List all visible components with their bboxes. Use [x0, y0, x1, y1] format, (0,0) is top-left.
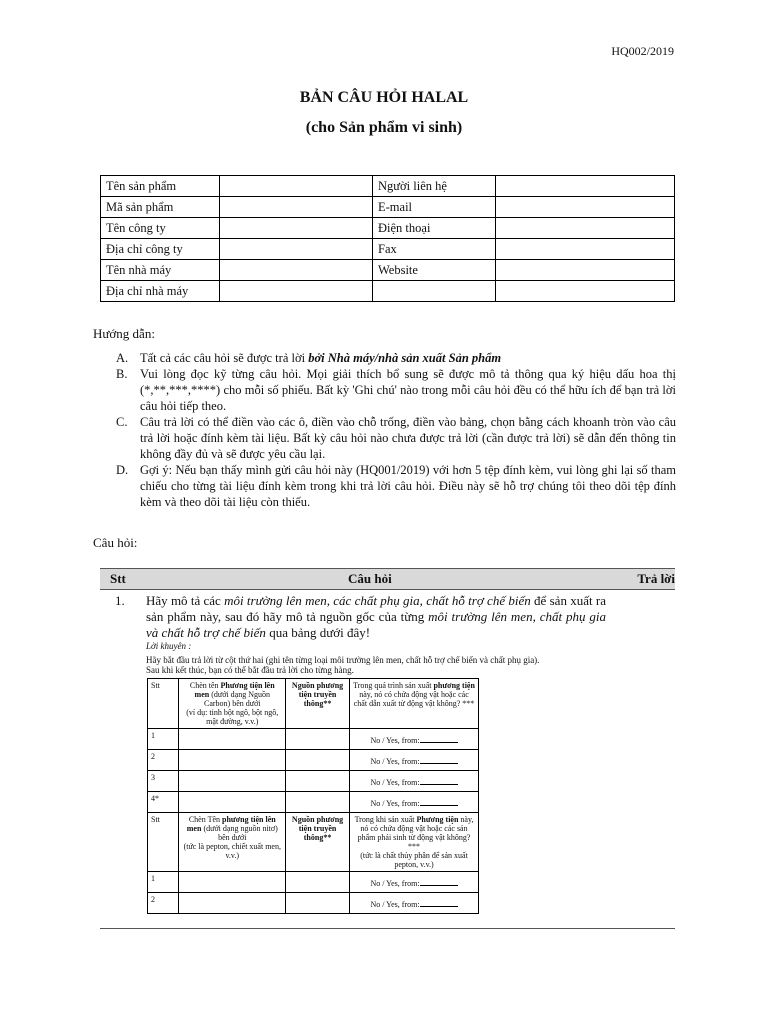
field-label: E-mail [373, 197, 496, 218]
column-header-question: Câu hỏi [348, 571, 392, 586]
guide-list [116, 350, 676, 510]
info-row [101, 197, 675, 218]
row-number: 4* [148, 792, 179, 813]
field-value[interactable] [496, 218, 675, 239]
header-text: này, nó có chứa động vật hoặc các chất dẫn xuất từ động vật không? *** [353, 690, 475, 708]
answer-cell[interactable] [350, 771, 479, 792]
guide-heading: Hướng dẫn: [93, 326, 155, 341]
name-cell[interactable] [179, 893, 286, 914]
sub-table-row [148, 893, 479, 914]
field-label: Tên nhà máy [101, 260, 220, 281]
answer-cell[interactable] [350, 872, 479, 893]
source-cell[interactable] [286, 792, 350, 813]
guide-text: Vui lòng đọc kỹ từng câu hỏi. Mọi giải thích bổ sung sẽ được mô tả thông qua ký hiệu dấu hoa thị (*,**,***,****) cho mỗi số phiếu. Bất kỳ 'Ghi chú' nào trong mỗi câu hỏi đều có thể hữu ích để bạn trả lời câu hỏi tiếp theo. [140, 367, 676, 413]
guide-item [116, 414, 676, 462]
source-cell[interactable] [286, 750, 350, 771]
field-value[interactable] [220, 218, 373, 239]
sub-header-process [350, 679, 479, 729]
guide-letter: B. [116, 367, 128, 381]
question-text-part: qua bảng dưới đây! [265, 625, 371, 640]
header-text: Chèn tên [189, 681, 221, 690]
source-cell[interactable] [286, 872, 350, 893]
header-bold: phương tiện lên men [186, 815, 276, 833]
field-label: Tên sản phẩm [101, 176, 220, 197]
source-cell[interactable] [286, 771, 350, 792]
name-cell[interactable] [179, 872, 286, 893]
sub-table-row [148, 729, 479, 750]
answer-cell[interactable] [350, 792, 479, 813]
question-text-part: Hãy mô tả các [146, 593, 225, 608]
sub-header-process [350, 813, 479, 872]
question-table-header [100, 568, 675, 590]
info-row [101, 281, 675, 302]
guide-item [116, 366, 676, 414]
guide-letter: D. [116, 463, 129, 477]
info-row [101, 176, 675, 197]
sub-header-name [179, 813, 286, 872]
row-number: 1 [148, 729, 179, 750]
sub-header-stt: Stt [148, 813, 179, 872]
field-label: Tên công ty [101, 218, 220, 239]
field-value[interactable] [220, 239, 373, 260]
guide-text: Tất cả các câu hỏi sẽ được trả lời [140, 351, 309, 365]
questions-heading: Câu hỏi: [93, 535, 138, 550]
info-row [101, 239, 675, 260]
table-bottom-border [100, 928, 675, 929]
question-text-italic: môi trường lên men, chất phụ gia và chất hỗ trợ chế biến [146, 609, 606, 640]
answer-blank[interactable] [420, 755, 458, 764]
sub-header-name [179, 679, 286, 729]
guide-item [116, 350, 676, 366]
header-text: (tức là chất thủy phân để sản xuất pepton, v.v.) [360, 851, 468, 869]
sub-header-source [286, 813, 350, 872]
answer-blank[interactable] [420, 898, 458, 907]
info-row [101, 218, 675, 239]
field-value[interactable] [496, 239, 675, 260]
header-bold: Nguồn phương tiện truyền thông** [291, 815, 344, 842]
field-value[interactable] [220, 260, 373, 281]
question-text [146, 593, 606, 641]
source-cell[interactable] [286, 893, 350, 914]
answer-cell[interactable] [350, 729, 479, 750]
row-number: 1 [148, 872, 179, 893]
sub-header-source [286, 679, 350, 729]
hint-text [146, 655, 616, 675]
name-cell[interactable] [179, 729, 286, 750]
header-text: Trong quá trình sản xuất [353, 681, 434, 690]
answer-text: No / Yes, from: [370, 878, 420, 888]
header-text: (dưới dạng nguồn nitơ) bên dưới [201, 824, 278, 842]
field-value[interactable] [220, 281, 373, 302]
answer-text: No / Yes, from: [370, 798, 420, 808]
guide-text: Gợi ý: Nếu bạn thấy mình gửi câu hỏi này (HQ001/2019) với hơn 5 tệp đính kèm, vui lòng ghi lại số tham chiếu cho từng tài liệu đính kèm trong khi trả lời câu hỏi. Điều này sẽ hỗ trợ chúng tôi theo dõi tệp đính kèm và theo dõi tài liệu còn thiếu. [140, 463, 676, 509]
info-row [101, 260, 675, 281]
question-text-italic: môi trường lên men, các chất phụ gia, chất hỗ trợ chế biến [224, 593, 531, 608]
sub-header-stt: Stt [148, 679, 179, 729]
sub-table-header [148, 813, 479, 872]
field-value[interactable] [496, 176, 675, 197]
field-label: Địa chỉ nhà máy [101, 281, 220, 302]
guide-text: Câu trả lời có thể điền vào các ô, điền vào chỗ trống, điền vào bảng, chọn bằng cách khoanh tròn vào câu trả lời hoặc đính kèm tài liệu. Bất kỳ câu hỏi nào chưa được trả lời (cần được trả lời) sẽ dẫn đến thông tin không đầy đủ và sẽ được yêu cầu lại. [140, 415, 676, 461]
guide-letter: C. [116, 415, 128, 429]
contact-info-table [100, 175, 675, 302]
field-value[interactable] [220, 176, 373, 197]
row-number: 3 [148, 771, 179, 792]
answer-blank[interactable] [420, 776, 458, 785]
document-subtitle: (cho Sản phẩm vi sinh) [305, 119, 463, 136]
sub-table-row [148, 872, 479, 893]
guide-emphasis: bởi Nhà máy/nhà sản xuất Sản phẩm [308, 351, 502, 365]
field-label: Fax [373, 239, 496, 260]
document-id: HQ002/2019 [611, 44, 674, 58]
answer-text: No / Yes, from: [370, 777, 420, 787]
field-label: Người liên hệ [373, 176, 496, 197]
guide-letter: A. [116, 351, 129, 365]
sub-table-row [148, 771, 479, 792]
name-cell[interactable] [179, 771, 286, 792]
header-bold: Phương tiện [416, 815, 459, 824]
hint-label: Lời khuyên : [146, 641, 192, 651]
name-cell[interactable] [179, 750, 286, 771]
field-label: Mã sản phẩm [101, 197, 220, 218]
answer-cell[interactable] [350, 750, 479, 771]
column-header-stt: Stt [110, 571, 126, 586]
question-number: 1. [115, 593, 125, 608]
field-label: Website [373, 260, 496, 281]
answer-text: No / Yes, from: [370, 756, 420, 766]
field-value[interactable] [220, 197, 373, 218]
field-value[interactable] [496, 281, 675, 302]
sub-table-header [148, 679, 479, 729]
sub-table-row [148, 792, 479, 813]
header-text: (dưới dạng Nguồn Carbon) bên dưới [203, 690, 270, 708]
header-text: Trong khi sản xuất [354, 815, 417, 824]
header-text: Chèn Tên [188, 815, 223, 824]
header-bold: Phương tiện lên men [194, 681, 275, 699]
header-text: này, nó có chứa động vật hoặc các sản phẩm phái sinh từ động vật không? *** [357, 815, 474, 851]
answer-blank[interactable] [420, 877, 458, 886]
header-bold: Nguồn phương tiện truyền thông** [291, 681, 344, 708]
source-cell[interactable] [286, 729, 350, 750]
field-value[interactable] [496, 197, 675, 218]
answer-cell[interactable] [350, 893, 479, 914]
guide-item [116, 462, 676, 510]
hint-line: Sau khi kết thúc, bạn có thể bắt đầu trả lời cho từng hàng. [146, 665, 354, 675]
answer-blank[interactable] [420, 797, 458, 806]
document-title: BẢN CÂU HỎI HALAL [299, 89, 469, 106]
field-value[interactable] [496, 260, 675, 281]
header-bold: phương tiện [433, 681, 475, 690]
name-cell[interactable] [179, 792, 286, 813]
sub-table-row [148, 750, 479, 771]
header-text: (ví dụ: tinh bột ngô, bột ngô, mật đường, v.v.) [186, 708, 279, 726]
answer-text: No / Yes, from: [370, 899, 420, 909]
row-number: 2 [148, 750, 179, 771]
field-label [373, 281, 496, 302]
media-source-table [147, 678, 479, 914]
row-number: 2 [148, 893, 179, 914]
header-text: (tức là pepton, chiết xuất men, v.v.) [183, 842, 281, 860]
field-label: Địa chỉ công ty [101, 239, 220, 260]
answer-blank[interactable] [420, 734, 458, 743]
field-label: Điện thoại [373, 218, 496, 239]
hint-line: Hãy bắt đầu trả lời từ cột thứ hai (ghi tên từng loại môi trường lên men, chất hỗ trợ chế biến và chất phụ gia). [146, 655, 540, 665]
answer-text: No / Yes, from: [370, 735, 420, 745]
column-header-answer: Trả lời [637, 571, 675, 586]
question-text-part: để sản xuất ra sản phẩm này, sau đó hãy mô tả nguồn gốc của từng [146, 593, 606, 624]
